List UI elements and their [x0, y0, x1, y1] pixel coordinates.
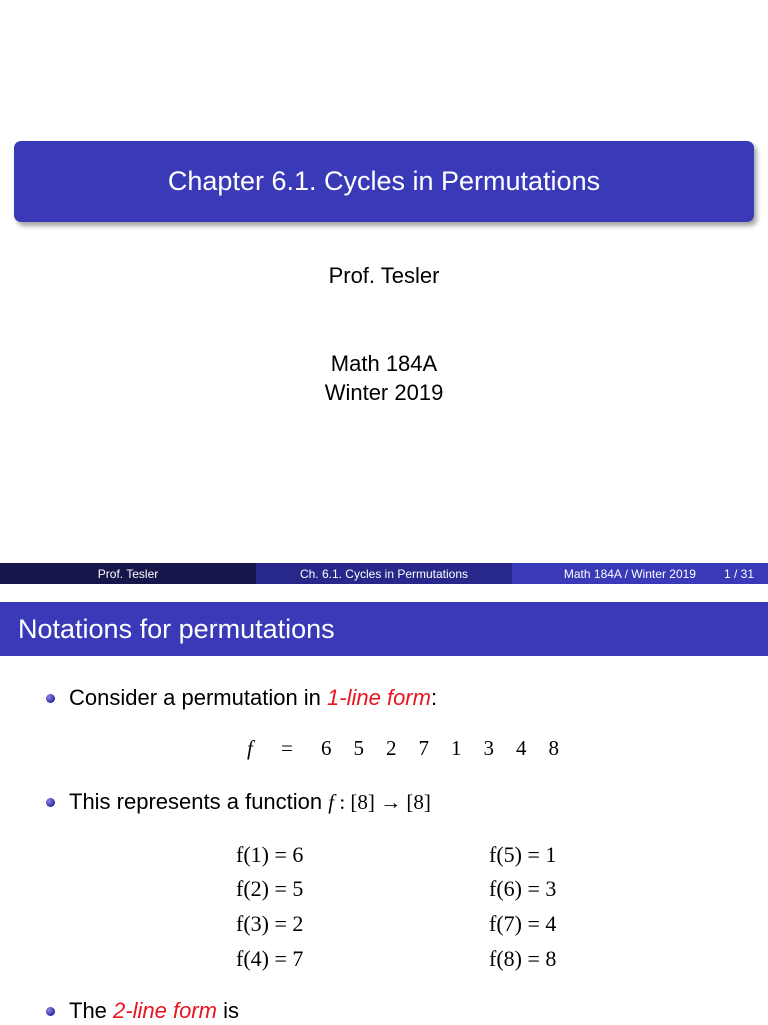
footer-page-number: 1 / 31 [723, 566, 754, 581]
permutation-value: 4 [516, 736, 527, 760]
bullet-icon [46, 1007, 55, 1016]
value-f1: f(1) = 6 [236, 842, 304, 867]
author-name: Prof. Tesler [328, 263, 440, 288]
value-f6: f(6) = 3 [489, 876, 557, 901]
bullet-one-line-form: Consider a permutation in 1-line form: [69, 685, 438, 710]
frame-heading: Notations for permutations [18, 613, 335, 644]
permutation-value: 6 [321, 736, 332, 760]
value-f7: f(7) = 4 [489, 911, 557, 936]
permutation-value: 5 [353, 736, 364, 760]
bullet-two-line-form: The 2-line form is [69, 998, 239, 1023]
value-f5: f(5) = 1 [489, 842, 557, 867]
one-line-permutation: f = 6 5 2 7 1 3 4 8 [247, 736, 581, 761]
footer-course [512, 563, 768, 584]
permutation-values [321, 736, 581, 761]
footer-course-term: Math 184A / Winter 2019 [563, 566, 696, 581]
bullet-icon [46, 694, 55, 703]
value-f8: f(8) = 8 [489, 946, 557, 971]
bullet-function: This represents a function f : [8] → [8] [69, 789, 431, 814]
term-name: Winter 2019 [324, 380, 444, 405]
value-f2: f(2) = 5 [236, 876, 304, 901]
frame-heading-bar [0, 602, 768, 656]
value-f3: f(3) = 2 [236, 911, 304, 936]
value-f4: f(4) = 7 [236, 946, 304, 971]
permutation-value: 7 [418, 736, 429, 760]
footer-chapter: Ch. 6.1. Cycles in Permutations [256, 563, 512, 584]
footer-author: Prof. Tesler [0, 563, 256, 584]
permutation-value: 2 [386, 736, 397, 760]
course-name: Math 184A [330, 351, 438, 376]
slide-title-box [14, 141, 754, 222]
permutation-value: 3 [483, 736, 494, 760]
permutation-value: 1 [451, 736, 462, 760]
bullet-icon [46, 798, 55, 807]
permutation-value: 8 [548, 736, 559, 760]
slide-footer [0, 563, 768, 584]
slide-title: Chapter 6.1. Cycles in Permutations [167, 166, 601, 196]
